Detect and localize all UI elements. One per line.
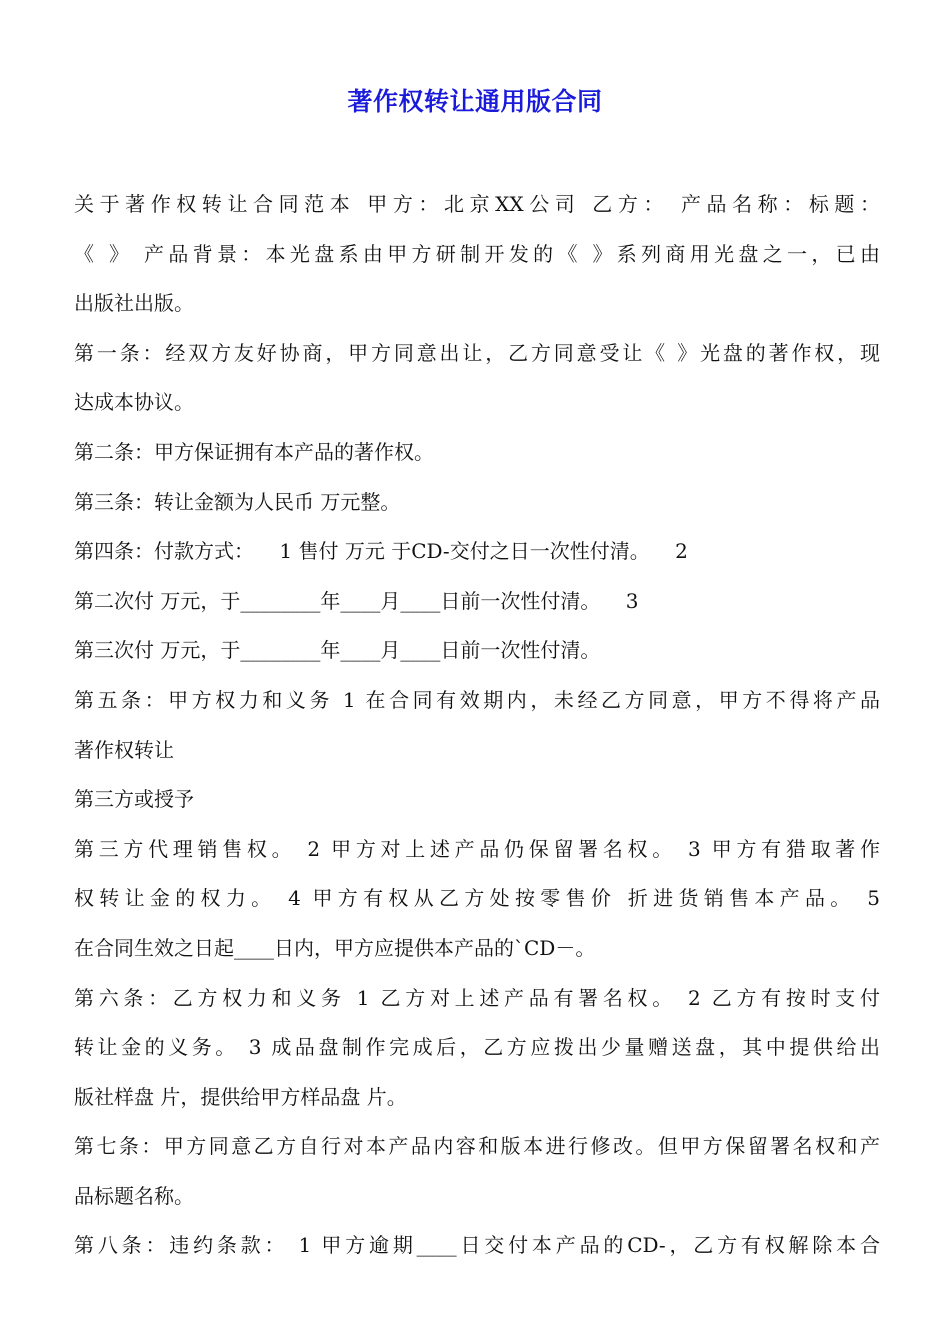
paragraph-line: 出版社出版。 — [74, 291, 194, 316]
paragraph-line: 第四条：付款方式： 1 售付 万元 于CD-交付之日一次性付清。 2 — [74, 539, 688, 564]
document-title: 著作权转让通用版合同 — [347, 87, 603, 116]
paragraph-line: 第五条：甲方权力和义务 1 在合同有效期内，未经乙方同意，甲方不得将产品 — [74, 687, 880, 712]
paragraph-line: 关于著作权转让合同范本 甲方：北京XX公司 乙方： 产品名称：标题： — [74, 192, 880, 216]
paragraph-line: 第三条：转让金额为人民币 万元整。 — [74, 489, 401, 514]
paragraph-line: 第二次付 万元，于________年____月____日前一次性付清。 3 — [74, 588, 639, 613]
paragraph-line: 第三次付 万元，于________年____月____日前一次性付清。 — [74, 638, 601, 663]
paragraph-line: 《 》 产品背景：本光盘系由甲方研制开发的《 》系列商用光盘之一，已由 — [74, 241, 880, 266]
paragraph-line: 达成本协议。 — [74, 390, 194, 415]
paragraph-line: 第八条：违约条款： 1 甲方逾期____日交付本产品的CD-，乙方有权解除本合 — [74, 1233, 880, 1258]
paragraph-line: 第一条：经双方友好协商，甲方同意出让，乙方同意受让《 》光盘的著作权，现 — [74, 340, 880, 365]
paragraph-line: 转让金的义务。 3 成品盘制作完成后，乙方应拨出少量赠送盘，其中提供给出 — [74, 1035, 880, 1060]
paragraph-line: 版社样盘 片，提供给甲方样品盘 片。 — [74, 1084, 407, 1109]
paragraph-line: 品标题名称。 — [74, 1183, 194, 1208]
paragraph-line: 第七条：甲方同意乙方自行对本产品内容和版本进行修改。但甲方保留署名权和产 — [74, 1134, 880, 1159]
paragraph-line: 第三方代理销售权。 2 甲方对上述产品仍保留署名权。 3 甲方有猎取著作 — [74, 836, 880, 861]
paragraph-line: 在合同生效之日起____日内，甲方应提供本产品的`CD－。 — [74, 935, 596, 960]
paragraph-line: 第二条：甲方保证拥有本产品的著作权。 — [74, 439, 434, 464]
document-body — [74, 180, 880, 1271]
paragraph-line: 第六条：乙方权力和义务 1 乙方对上述产品有署名权。 2 乙方有按时支付 — [74, 985, 880, 1010]
paragraph-line: 第三方或授予 — [74, 787, 194, 812]
paragraph-line: 著作权转让 — [74, 737, 174, 762]
paragraph-line: 权转让金的权力。 4 甲方有权从乙方处按零售价 折进货销售本产品。 5 — [74, 886, 880, 911]
